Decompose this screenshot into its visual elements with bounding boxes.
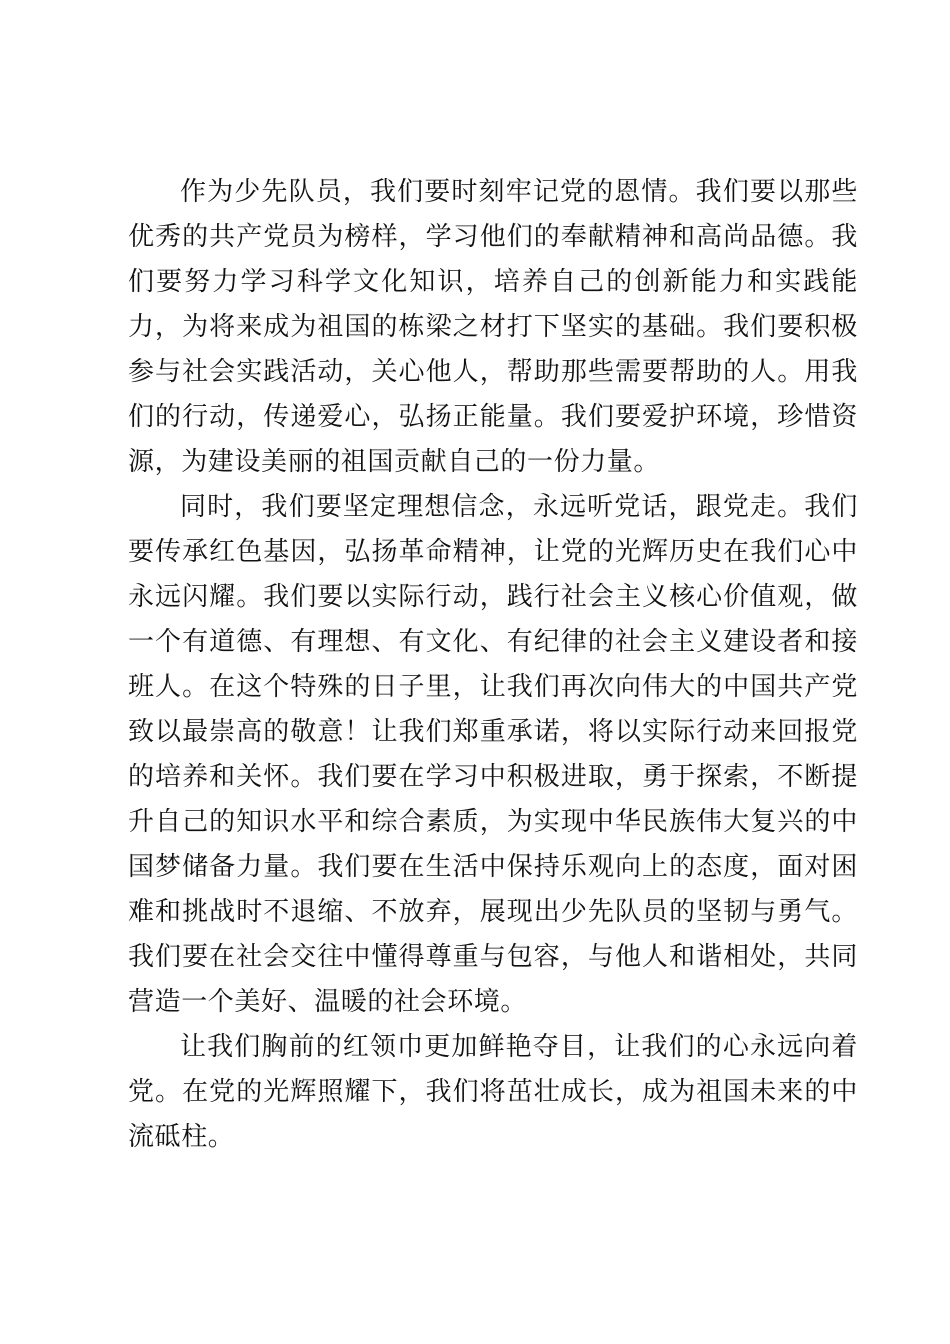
paragraph-3: 让我们胸前的红领巾更加鲜艳夺目，让我们的心永远向着党。在党的光辉照耀下，我们将茁壮成长，成为祖国未来的中流砥柱。 xyxy=(128,1032,858,1152)
paragraph-1: 作为少先队员，我们要时刻牢记党的恩情。我们要以那些优秀的共产党员为榜样，学习他们的奉献精神和高尚品德。我们要努力学习科学文化知识，培养自己的创新能力和实践能力，为将来成为祖国的栋梁之材打下坚实的基础。我们要积极参与社会实践活动，关心他人，帮助那些需要帮助的人。用我们的行动，传递爱心，弘扬正能量。我们要爱护环境，珍惜资源，为建设美丽的祖国贡献自己的一份力量。 xyxy=(128,177,858,477)
paragraph-2: 同时，我们要坚定理想信念，永远听党话，跟党走。我们要传承红色基因，弘扬革命精神，让党的光辉历史在我们心中永远闪耀。我们要以实际行动，践行社会主义核心价值观，做一个有道德、有理想、有文化、有纪律的社会主义建设者和接班人。在这个特殊的日子里，让我们再次向伟大的中国共产党致以最崇高的敬意！让我们郑重承诺，将以实际行动来回报党的培养和关怀。我们要在学习中积极进取，勇于探索，不断提升自己的知识水平和综合素质，为实现中华民族伟大复兴的中国梦储备力量。我们要在生活中保持乐观向上的态度，面对困难和挑战时不退缩、不放弃，展现出少先队员的坚韧与勇气。我们要在社会交往中懂得尊重与包容，与他人和谐相处，共同营造一个美好、温暖的社会环境。 xyxy=(128,492,858,1017)
body-text xyxy=(128,170,858,1160)
